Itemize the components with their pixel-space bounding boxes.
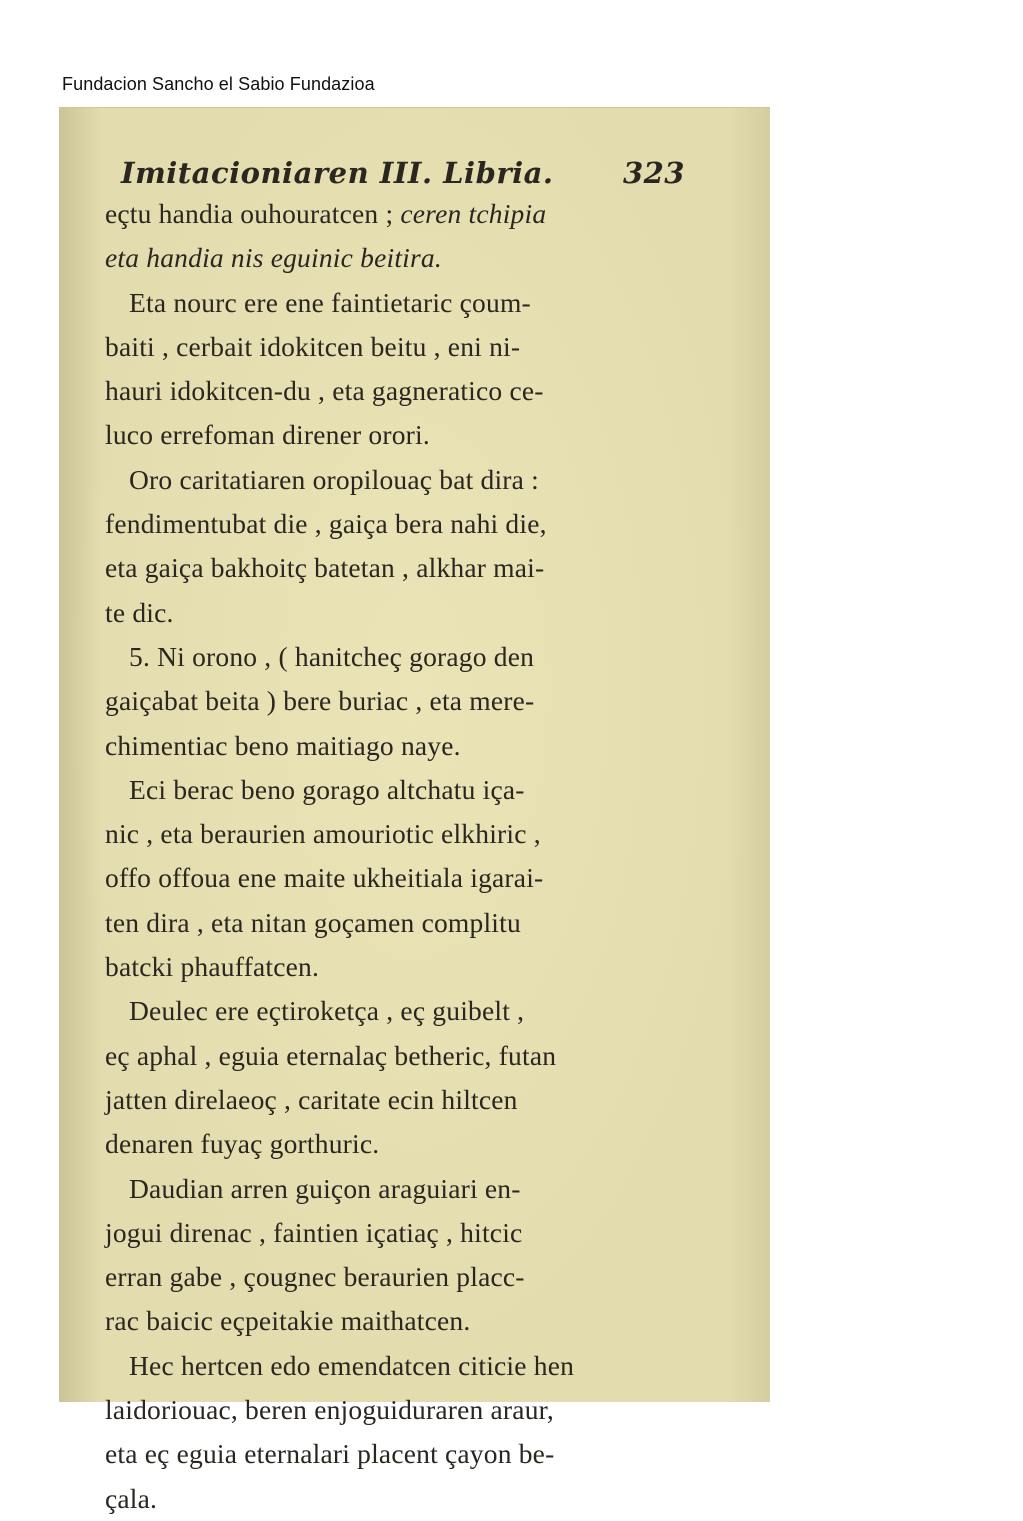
text-line [105, 1034, 685, 1078]
text-line [105, 413, 685, 457]
text-line-roman: luco errefoman direner orori. [105, 419, 430, 451]
text-line [105, 1255, 685, 1299]
text-line [105, 1211, 685, 1255]
text-line-roman: eta eç eguia eternalari placent çayon be- [105, 1438, 555, 1470]
header-credit: Fundacion Sancho el Sabio Fundazioa [62, 74, 375, 94]
text-line-roman: 5. Ni orono , ( hanitcheç gorago den [129, 640, 535, 672]
text-line [105, 591, 685, 635]
text-line [105, 724, 685, 768]
text-line [105, 192, 685, 236]
text-line-roman: çala. [105, 1482, 158, 1514]
text-line [105, 945, 685, 989]
text-line-roman: eç aphal , eguia eternalaç betheric, futan [105, 1039, 557, 1071]
text-line [105, 546, 685, 590]
text-line-roman: jatten direlaeoç , caritate ecin hiltcen [105, 1083, 518, 1115]
text-line-roman: hauri idokitcen-du , eta gagneratico ce- [105, 375, 544, 407]
text-line-italic: ceren tchipia [400, 198, 547, 229]
text-line-roman: te dic. [105, 596, 174, 628]
text-line [105, 1078, 685, 1122]
text-line [105, 1388, 685, 1432]
page-text-block [105, 156, 685, 1521]
text-line-roman: eçtu handia ouhouratcen ; [105, 198, 401, 229]
page-number: 323 [622, 156, 685, 190]
text-line [105, 325, 685, 369]
text-line-roman: Eta nourc ere ene faintietaric çoum- [129, 286, 531, 318]
text-line [105, 768, 685, 812]
text-line [105, 1432, 685, 1476]
text-line [105, 1299, 685, 1343]
text-line [105, 989, 685, 1033]
text-line [105, 281, 685, 325]
text-line-roman: rac baicic eçpeitakie maithatcen. [105, 1305, 471, 1337]
text-line [105, 502, 685, 546]
text-line [105, 901, 685, 945]
text-line [105, 236, 685, 280]
text-line-roman: Oro caritatiaren oropilouaç bat dira : [129, 463, 539, 495]
text-line [105, 1477, 685, 1521]
text-line [105, 1122, 685, 1166]
text-line-roman: baiti , cerbait idokitcen beitu , eni ni- [105, 330, 521, 362]
running-title: Imitacioniaren III. Libria. [121, 156, 554, 190]
text-line [105, 458, 685, 502]
text-line-roman: Eci berac beno gorago altchatu iça- [129, 773, 525, 805]
text-line-roman: offo offoua ene maite ukheitiala igarai- [105, 862, 544, 894]
text-line [105, 635, 685, 679]
text-line-roman: Hec hertcen edo emendatcen citicie hen [129, 1349, 575, 1381]
text-line-roman: Daudian arren guiçon araguiari en- [129, 1172, 521, 1204]
text-line-roman: denaren fuyaç gorthuric. [105, 1128, 380, 1160]
running-head [105, 156, 685, 190]
body-text [105, 192, 685, 1521]
text-line [105, 1344, 685, 1388]
text-line-roman: laidoriouac, beren enjoguiduraren araur, [105, 1394, 554, 1426]
text-line-roman: jogui direnac , faintien içatiaç , hitcic [105, 1216, 523, 1248]
text-line-roman: erran gabe , çougnec beraurien placc- [105, 1261, 525, 1293]
scanned-page [59, 107, 770, 1514]
text-line-roman: batcki phauffatcen. [105, 951, 320, 983]
text-line-roman: ten dira , eta nitan goçamen complitu [105, 906, 521, 938]
text-line-roman: Deulec ere eçtiroketça , eç guibelt , [129, 995, 525, 1027]
text-line-roman: chimentiac beno maitiago naye. [105, 729, 461, 761]
text-line-roman: nic , eta beraurien amouriotic elkhiric , [105, 818, 541, 850]
text-line [105, 369, 685, 413]
text-line [105, 812, 685, 856]
text-line [105, 679, 685, 723]
text-line-roman: eta gaiça bakhoitç batetan , alkhar mai- [105, 552, 545, 584]
text-line [105, 1167, 685, 1211]
text-line-roman: fendimentubat die , gaiça bera nahi die, [105, 508, 547, 540]
text-line [105, 856, 685, 900]
text-line-roman: gaiçabat beita ) bere buriac , eta mere- [105, 685, 535, 717]
text-line-italic: eta handia nis eguinic beitira. [105, 242, 442, 274]
